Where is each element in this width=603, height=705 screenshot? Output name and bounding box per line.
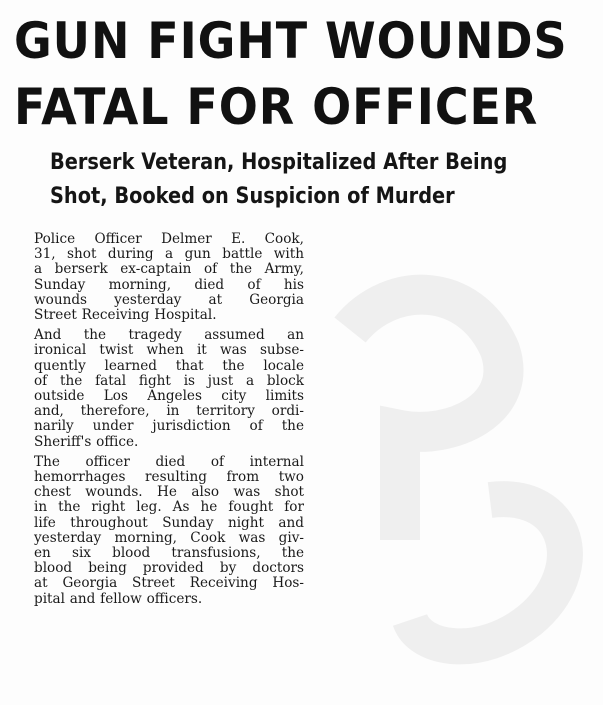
article-line: life throughout Sunday night and bbox=[34, 514, 304, 531]
article-line: en six blood transfusions, the bbox=[34, 545, 304, 562]
article-line: yesterday morning, Cook was giv- bbox=[34, 529, 304, 546]
headline-line-2: FATAL FOR OFFICER bbox=[14, 78, 539, 136]
article-line: And the tragedy assumed an bbox=[34, 327, 304, 344]
article-line: Police Officer Delmer E. Cook, bbox=[34, 231, 304, 247]
article-paragraph-1 bbox=[18, 232, 304, 323]
article-column bbox=[18, 232, 304, 612]
subheadline-line-1: Berserk Veteran, Hospitalized After Being bbox=[50, 149, 508, 175]
bleed-through-shadow bbox=[330, 240, 600, 700]
article-line: quently learned that the locale bbox=[34, 357, 304, 374]
article-line: of the fatal fight is just a block bbox=[34, 372, 304, 389]
article-line: The officer died of internal bbox=[34, 453, 304, 470]
article-line: narily under jurisdiction of the bbox=[34, 418, 304, 435]
article-line: outside Los Angeles city limits bbox=[34, 388, 304, 405]
subheadline-line-2: Shot, Booked on Suspicion of Murder bbox=[50, 183, 455, 209]
article-line: 31, shot during a gun battle with bbox=[34, 246, 304, 263]
article-line: at Georgia Street Receiving Hos- bbox=[34, 575, 304, 592]
article-line: chest wounds. He also was shot bbox=[34, 484, 304, 501]
article-paragraph-2 bbox=[18, 328, 304, 450]
article-line: ironical twist when it was subse- bbox=[34, 342, 304, 359]
article-line: pital and fellow officers. bbox=[34, 590, 203, 607]
headline-line-1: GUN FIGHT WOUNDS bbox=[14, 12, 568, 70]
article-line: and, therefore, in territory ordi- bbox=[34, 403, 304, 420]
article-line: a berserk ex-captain of the Army, bbox=[34, 261, 304, 278]
article-line: Street Receiving Hospital. bbox=[34, 307, 217, 324]
article-line: in the right leg. As he fought for bbox=[34, 499, 304, 516]
article-line: wounds yesterday at Georgia bbox=[34, 291, 304, 308]
article-line: hemorrhages resulting from two bbox=[34, 469, 304, 486]
article-line: blood being provided by doctors bbox=[34, 560, 304, 577]
article-line: Sheriff's office. bbox=[34, 433, 139, 450]
article-paragraph-3 bbox=[18, 455, 304, 607]
article-line: Sunday morning, died of his bbox=[34, 276, 304, 293]
